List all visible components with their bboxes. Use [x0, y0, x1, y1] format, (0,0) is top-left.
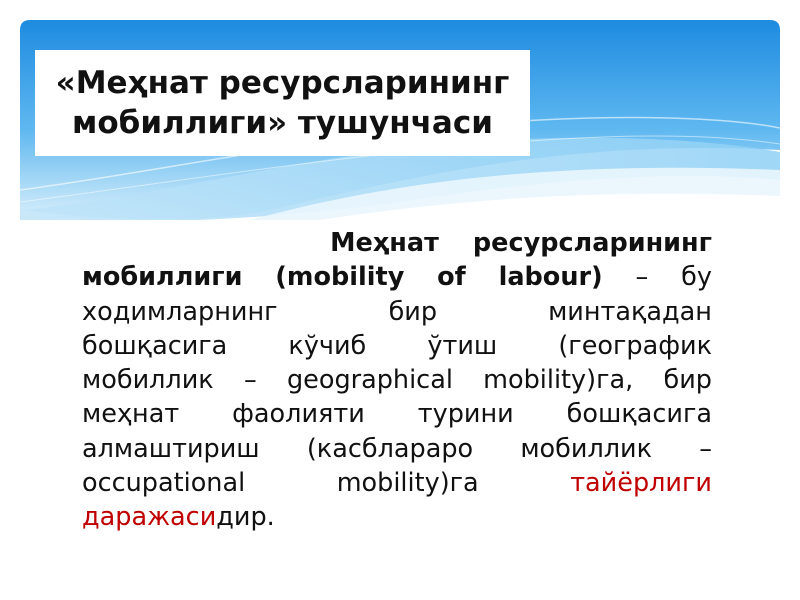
body-line-9 — [82, 500, 712, 534]
highlighted-word: даражаси — [82, 502, 217, 533]
body-word: бир — [388, 296, 438, 327]
body-word: ходимларнинг — [82, 296, 278, 327]
body-word: алмаштириш — [82, 433, 260, 464]
body-word: (географик — [558, 330, 712, 361]
body-word: бошқасига — [566, 399, 712, 430]
body-word: of — [437, 262, 466, 293]
body-word: бошқасига — [82, 330, 228, 361]
highlighted-word: тайёрлиги — [570, 468, 712, 499]
body-word: ўтиш — [427, 330, 498, 361]
body-line-7 — [82, 432, 712, 466]
body-word: кўчиб — [288, 330, 367, 361]
body-word: меҳнат — [82, 399, 180, 430]
body-word: occupational — [82, 468, 246, 499]
body-word: mobility)га — [336, 468, 479, 499]
body-word: мобиллик — [520, 433, 653, 464]
body-word: – — [635, 262, 649, 293]
body-word: бир — [663, 365, 712, 396]
slide-title-line-1: «Меҳнат ресурсларининг — [55, 65, 510, 101]
body-word: бу — [681, 262, 712, 293]
body-line-3 — [82, 295, 712, 329]
slide-title — [56, 63, 510, 143]
body-line-2 — [82, 260, 712, 294]
body-word: mobility)га, — [483, 365, 634, 396]
body-word: (касблараро — [306, 433, 474, 464]
body-paragraph — [82, 226, 712, 535]
body-line-1 — [82, 226, 712, 260]
body-word: мобиллик — [82, 365, 214, 396]
body-word: – — [243, 365, 257, 396]
body-word: labour) — [498, 262, 603, 293]
body-line-8 — [82, 466, 712, 500]
slide-title-line-2: мобиллиги» тушунчаси — [72, 105, 493, 141]
body-word: Меҳнат — [330, 228, 439, 258]
body-line-5 — [82, 363, 712, 397]
body-line-6 — [82, 397, 712, 431]
title-box — [35, 50, 530, 156]
body-word: (mobility — [275, 262, 405, 293]
body-word: минтақадан — [548, 296, 712, 327]
body-word: мобиллиги — [82, 262, 243, 293]
body-line-4 — [82, 329, 712, 363]
body-word: – — [699, 433, 712, 464]
body-word: фаолияти — [232, 399, 365, 430]
body-word: ресурсларининг — [472, 228, 712, 258]
body-word: дир. — [216, 502, 275, 533]
body-word: турини — [417, 399, 514, 430]
body-word: geographical — [286, 365, 453, 396]
